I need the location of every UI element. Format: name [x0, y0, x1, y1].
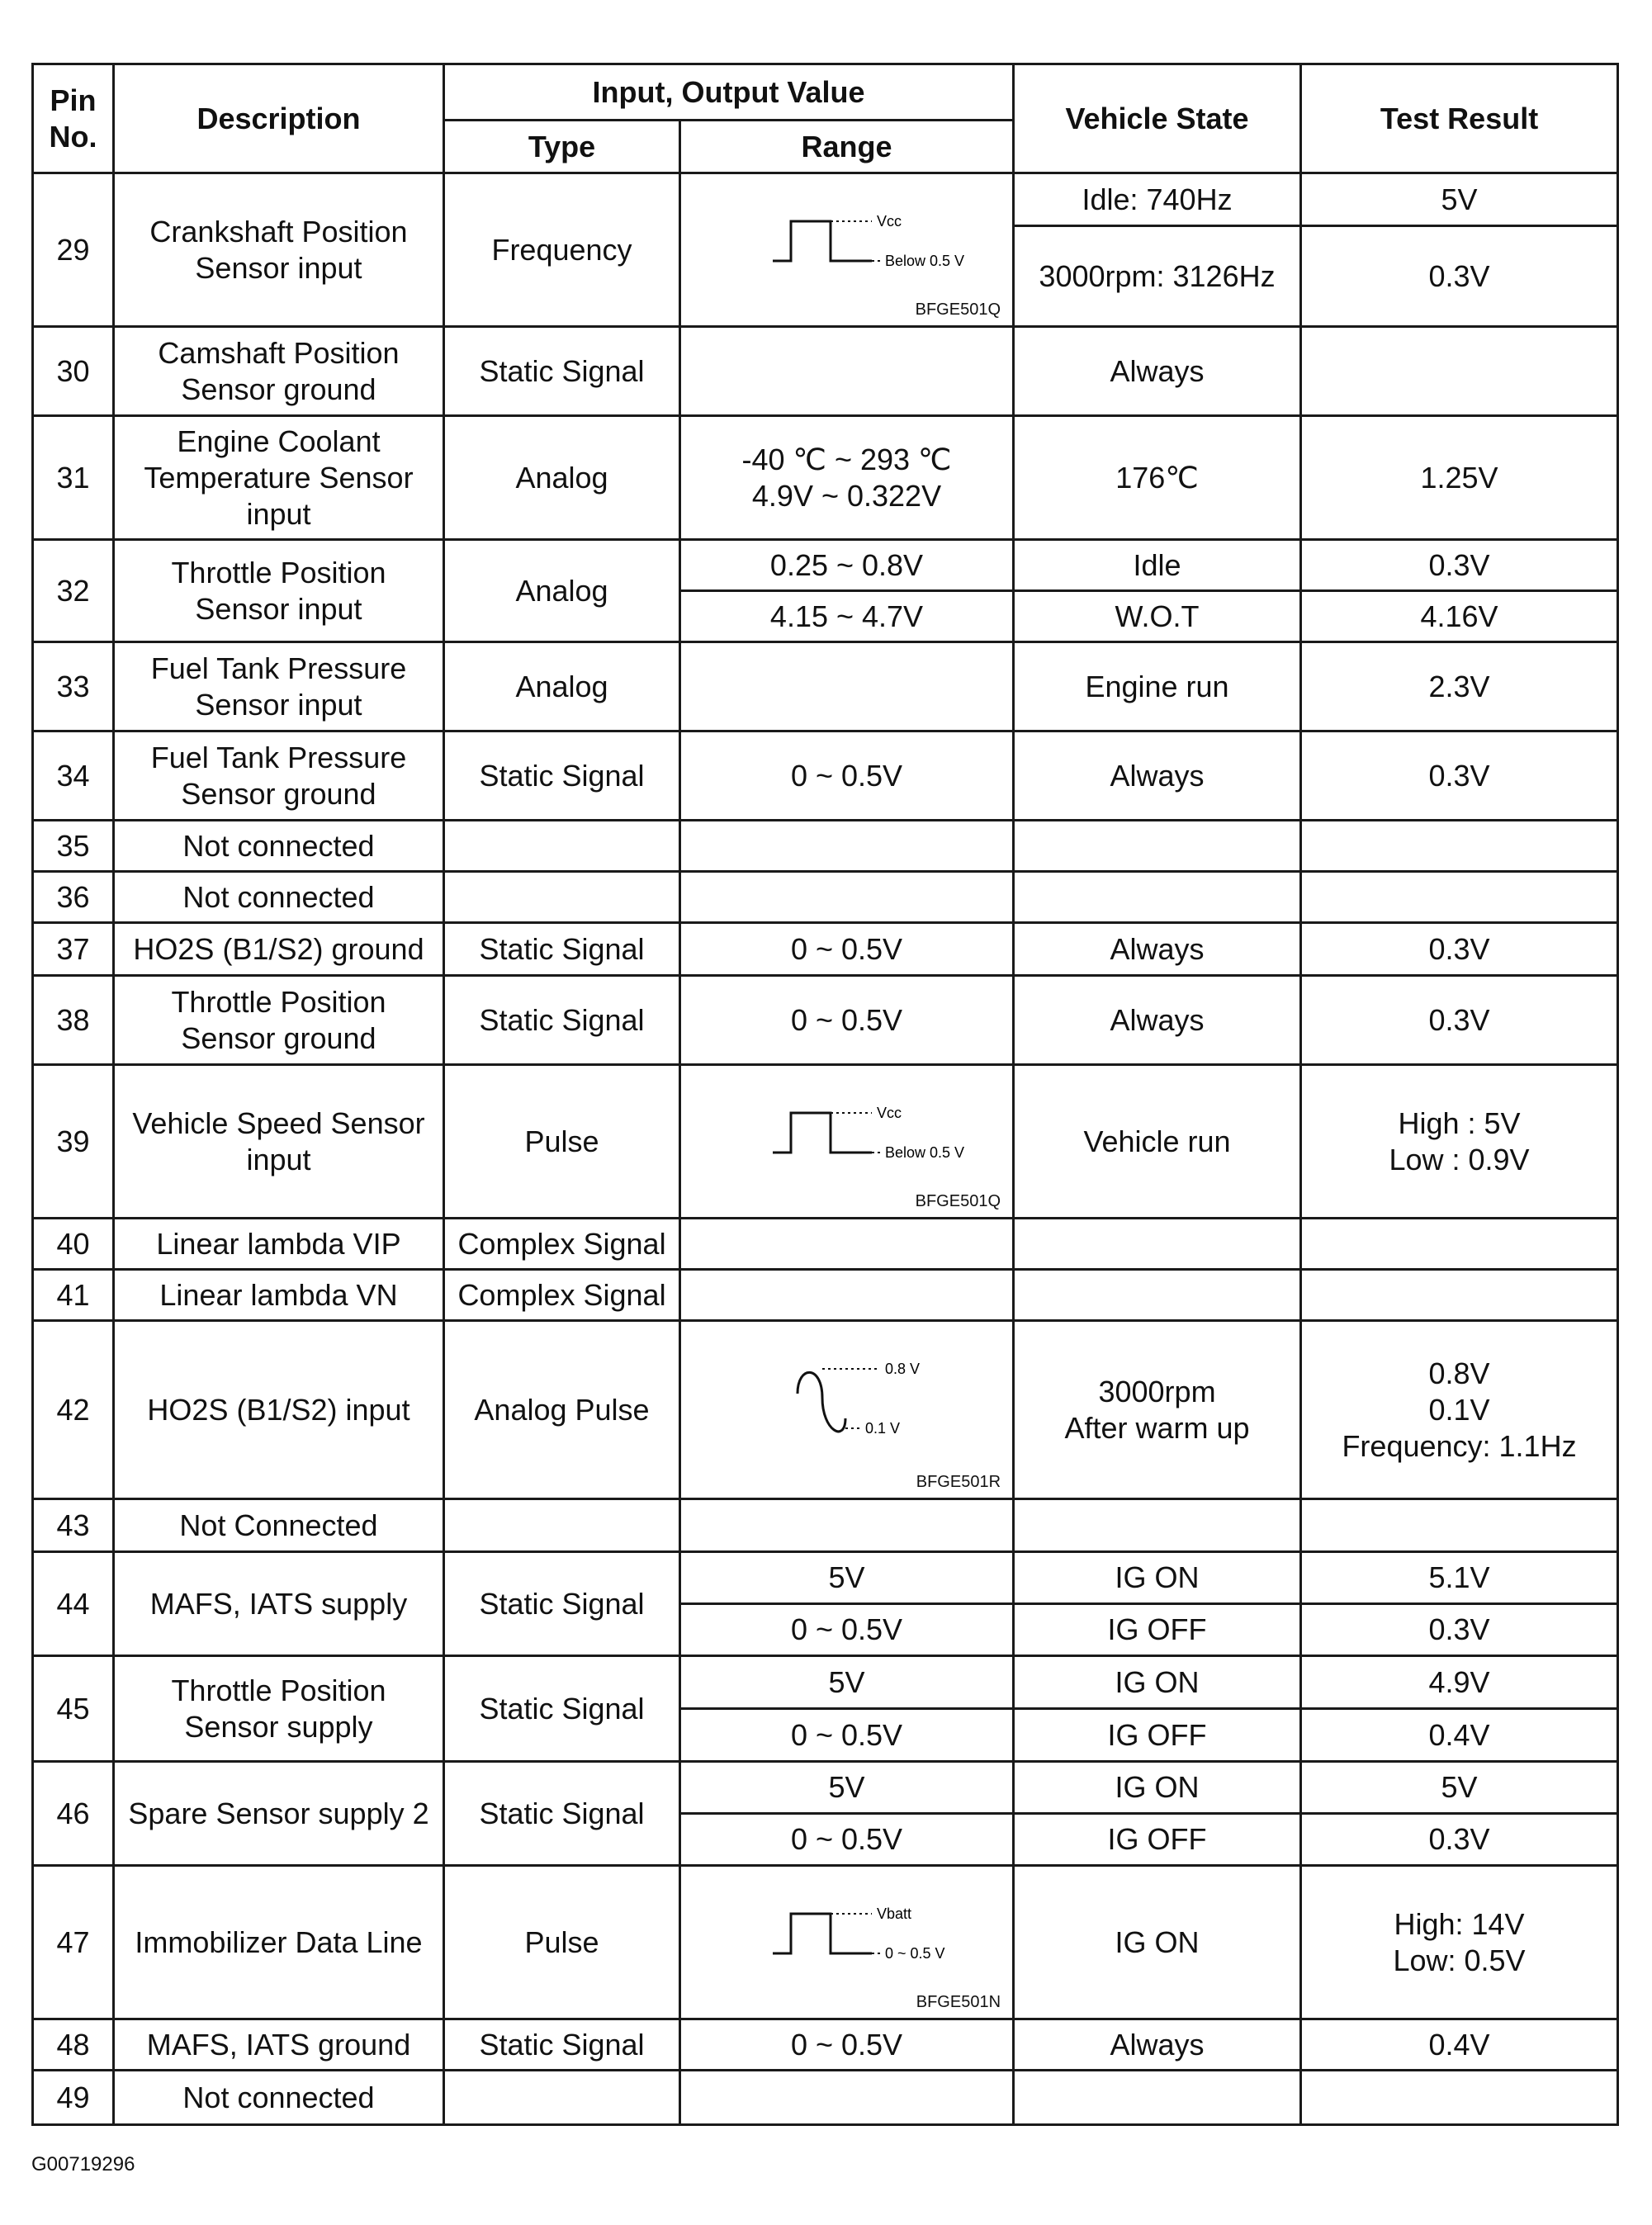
header-io-value: Input, Output Value: [444, 64, 1014, 121]
test-result: 4.9V: [1301, 1656, 1618, 1709]
signal-range: 0 ~ 0.5V: [680, 1709, 1014, 1762]
vehicle-state: Always: [1014, 2019, 1301, 2071]
pin-description: Throttle Position Sensor ground: [114, 976, 444, 1065]
signal-type: Static Signal: [444, 976, 680, 1065]
signal-range: 0 ~ 0.5V: [680, 923, 1014, 976]
signal-range: [680, 1499, 1014, 1552]
vehicle-state: Vehicle run: [1014, 1065, 1301, 1219]
vehicle-state: Always: [1014, 923, 1301, 976]
pin-number: 35: [33, 821, 114, 872]
test-result: 0.4V: [1301, 1709, 1618, 1762]
signal-range: 0 ~ 0.5V: [680, 731, 1014, 821]
signal-range: 0 ~ 0.5V: [680, 1604, 1014, 1656]
signal-type: [444, 2071, 680, 2125]
header-description: Description: [114, 64, 444, 173]
pin-description: Not connected: [114, 821, 444, 872]
pin-description: Vehicle Speed Sensor input: [114, 1065, 444, 1219]
pin-table-sheet: [31, 63, 1616, 2126]
wave-high-label: 0.8 V: [884, 1360, 920, 1377]
signal-range: 0 ~ 0.5V: [680, 976, 1014, 1065]
vehicle-state: IG ON: [1014, 1866, 1301, 2019]
pin-number: 36: [33, 872, 114, 923]
pin-number: 34: [33, 731, 114, 821]
waveform-cell: [680, 1321, 1014, 1499]
waveform-cell: [680, 1065, 1014, 1219]
pin-number: 39: [33, 1065, 114, 1219]
test-result: [1301, 1499, 1618, 1552]
test-result: 0.3V: [1301, 731, 1618, 821]
signal-type: Static Signal: [444, 327, 680, 416]
figure-code: BFGE501N: [916, 1993, 1001, 2011]
vehicle-state: Idle: [1014, 540, 1301, 591]
figure-code: BFGE501R: [916, 1473, 1001, 1491]
pin-description: MAFS, IATS supply: [114, 1552, 444, 1656]
pin-number: 47: [33, 1866, 114, 2019]
test-result: High: 14V Low: 0.5V: [1301, 1866, 1618, 2019]
test-result: [1301, 872, 1618, 923]
vehicle-state: IG OFF: [1014, 1709, 1301, 1762]
signal-range: [680, 1270, 1014, 1321]
pin-number: 40: [33, 1219, 114, 1270]
vehicle-state: [1014, 1499, 1301, 1552]
test-result: 0.3V: [1301, 540, 1618, 591]
pin-number: 46: [33, 1762, 114, 1866]
pin-number: 49: [33, 2071, 114, 2125]
pin-number: 32: [33, 540, 114, 642]
vehicle-state: [1014, 1270, 1301, 1321]
vehicle-state: Always: [1014, 731, 1301, 821]
header-test-result: Test Result: [1301, 64, 1618, 173]
signal-type: Static Signal: [444, 923, 680, 976]
pin-description: Throttle Position Sensor supply: [114, 1656, 444, 1762]
header-pin: Pin No.: [33, 64, 114, 173]
square-wave-diagram: [740, 1897, 954, 1988]
vehicle-state: Always: [1014, 976, 1301, 1065]
pin-description: Not connected: [114, 872, 444, 923]
pin-table: [31, 63, 1619, 2126]
signal-type: Analog Pulse: [444, 1321, 680, 1499]
signal-range: 5V: [680, 1552, 1014, 1604]
signal-type: Analog: [444, 540, 680, 642]
test-result: [1301, 2071, 1618, 2125]
wave-high-label: Vcc: [876, 1104, 902, 1121]
vehicle-state: IG OFF: [1014, 1604, 1301, 1656]
signal-range: 5V: [680, 1762, 1014, 1814]
vehicle-state: [1014, 872, 1301, 923]
pin-description: Fuel Tank Pressure Sensor ground: [114, 731, 444, 821]
test-result: 0.3V: [1301, 923, 1618, 976]
header-range: Range: [680, 121, 1014, 173]
pin-description: Immobilizer Data Line: [114, 1866, 444, 2019]
signal-type: Pulse: [444, 1065, 680, 1219]
pin-description: MAFS, IATS ground: [114, 2019, 444, 2071]
wave-low-label: 0 ~ 0.5 V: [884, 1944, 945, 1962]
signal-type: Static Signal: [444, 2019, 680, 2071]
signal-range: [680, 327, 1014, 416]
test-result: [1301, 821, 1618, 872]
pin-description: HO2S (B1/S2) input: [114, 1321, 444, 1499]
signal-type: Analog: [444, 642, 680, 731]
signal-type: Static Signal: [444, 1552, 680, 1656]
pin-number: 38: [33, 976, 114, 1065]
signal-type: [444, 872, 680, 923]
wave-low-label: Below 0.5 V: [884, 1143, 964, 1161]
signal-range: 4.15 ~ 4.7V: [680, 591, 1014, 642]
signal-type: Analog: [444, 416, 680, 540]
pin-number: 31: [33, 416, 114, 540]
header-vehicle-state: Vehicle State: [1014, 64, 1301, 173]
signal-type: Static Signal: [444, 1762, 680, 1866]
figure-id-code: G00719296: [31, 2153, 135, 2175]
test-result: 4.16V: [1301, 591, 1618, 642]
vehicle-state: Idle: 740Hz: [1014, 173, 1301, 226]
signal-range: 5V: [680, 1656, 1014, 1709]
wave-low-label: Below 0.5 V: [884, 252, 964, 269]
test-result: 0.8V 0.1V Frequency: 1.1Hz: [1301, 1321, 1618, 1499]
pin-number: 44: [33, 1552, 114, 1656]
vehicle-state: Engine run: [1014, 642, 1301, 731]
vehicle-state: IG ON: [1014, 1656, 1301, 1709]
signal-range: 0.25 ~ 0.8V: [680, 540, 1014, 591]
waveform-cell: [680, 1866, 1014, 2019]
signal-range: [680, 821, 1014, 872]
test-result: 1.25V: [1301, 416, 1618, 540]
pin-number: 45: [33, 1656, 114, 1762]
vehicle-state: 3000rpm: 3126Hz: [1014, 226, 1301, 327]
vehicle-state: IG ON: [1014, 1762, 1301, 1814]
pin-number: 33: [33, 642, 114, 731]
vehicle-state: [1014, 2071, 1301, 2125]
vehicle-state: IG ON: [1014, 1552, 1301, 1604]
signal-range: [680, 872, 1014, 923]
signal-type: [444, 1499, 680, 1552]
vehicle-state: Always: [1014, 327, 1301, 416]
signal-type: [444, 821, 680, 872]
signal-type: Static Signal: [444, 731, 680, 821]
vehicle-state: IG OFF: [1014, 1814, 1301, 1866]
square-wave-diagram: [740, 205, 964, 296]
pin-description: Linear lambda VIP: [114, 1219, 444, 1270]
signal-range: 0 ~ 0.5V: [680, 1814, 1014, 1866]
wave-high-label: Vbatt: [876, 1905, 911, 1922]
pin-description: Not connected: [114, 2071, 444, 2125]
test-result: [1301, 1219, 1618, 1270]
pin-description: Camshaft Position Sensor ground: [114, 327, 444, 416]
pin-description: Fuel Tank Pressure Sensor input: [114, 642, 444, 731]
test-result: 0.4V: [1301, 2019, 1618, 2071]
pin-description: Not Connected: [114, 1499, 444, 1552]
signal-range: [680, 642, 1014, 731]
pin-number: 37: [33, 923, 114, 976]
vehicle-state: 3000rpm After warm up: [1014, 1321, 1301, 1499]
wave-low-label: 0.1 V: [864, 1419, 900, 1437]
signal-type: Complex Signal: [444, 1270, 680, 1321]
test-result: 2.3V: [1301, 642, 1618, 731]
figure-code: BFGE501Q: [915, 1192, 1001, 1210]
square-wave-diagram: [740, 1096, 964, 1187]
signal-range: [680, 1219, 1014, 1270]
signal-range: 0 ~ 0.5V: [680, 2019, 1014, 2071]
header-type: Type: [444, 121, 680, 173]
pin-number: 29: [33, 173, 114, 327]
test-result: 5V: [1301, 173, 1618, 226]
figure-code: BFGE501Q: [915, 301, 1001, 319]
signal-range: [680, 2071, 1014, 2125]
test-result: [1301, 1270, 1618, 1321]
test-result: 5.1V: [1301, 1552, 1618, 1604]
sine-wave-diagram: [740, 1361, 954, 1460]
pin-number: 48: [33, 2019, 114, 2071]
pin-description: Engine Coolant Temperature Sensor input: [114, 416, 444, 540]
pin-number: 41: [33, 1270, 114, 1321]
signal-type: Pulse: [444, 1866, 680, 2019]
vehicle-state: 176℃: [1014, 416, 1301, 540]
test-result: 0.3V: [1301, 1604, 1618, 1656]
pin-description: Throttle Position Sensor input: [114, 540, 444, 642]
test-result: [1301, 327, 1618, 416]
signal-type: Static Signal: [444, 1656, 680, 1762]
pin-description: Spare Sensor supply 2: [114, 1762, 444, 1866]
pin-description: Crankshaft Position Sensor input: [114, 173, 444, 327]
vehicle-state: [1014, 1219, 1301, 1270]
vehicle-state: [1014, 821, 1301, 872]
pin-description: Linear lambda VN: [114, 1270, 444, 1321]
waveform-cell: [680, 173, 1014, 327]
test-result: 0.3V: [1301, 226, 1618, 327]
test-result: 0.3V: [1301, 976, 1618, 1065]
pin-number: 43: [33, 1499, 114, 1552]
vehicle-state: W.O.T: [1014, 591, 1301, 642]
wave-high-label: Vcc: [876, 212, 902, 230]
signal-type: Frequency: [444, 173, 680, 327]
pin-number: 30: [33, 327, 114, 416]
signal-range: -40 ℃ ~ 293 ℃ 4.9V ~ 0.322V: [680, 416, 1014, 540]
pin-description: HO2S (B1/S2) ground: [114, 923, 444, 976]
test-result: High : 5V Low : 0.9V: [1301, 1065, 1618, 1219]
test-result: 0.3V: [1301, 1814, 1618, 1866]
signal-type: Complex Signal: [444, 1219, 680, 1270]
pin-number: 42: [33, 1321, 114, 1499]
test-result: 5V: [1301, 1762, 1618, 1814]
